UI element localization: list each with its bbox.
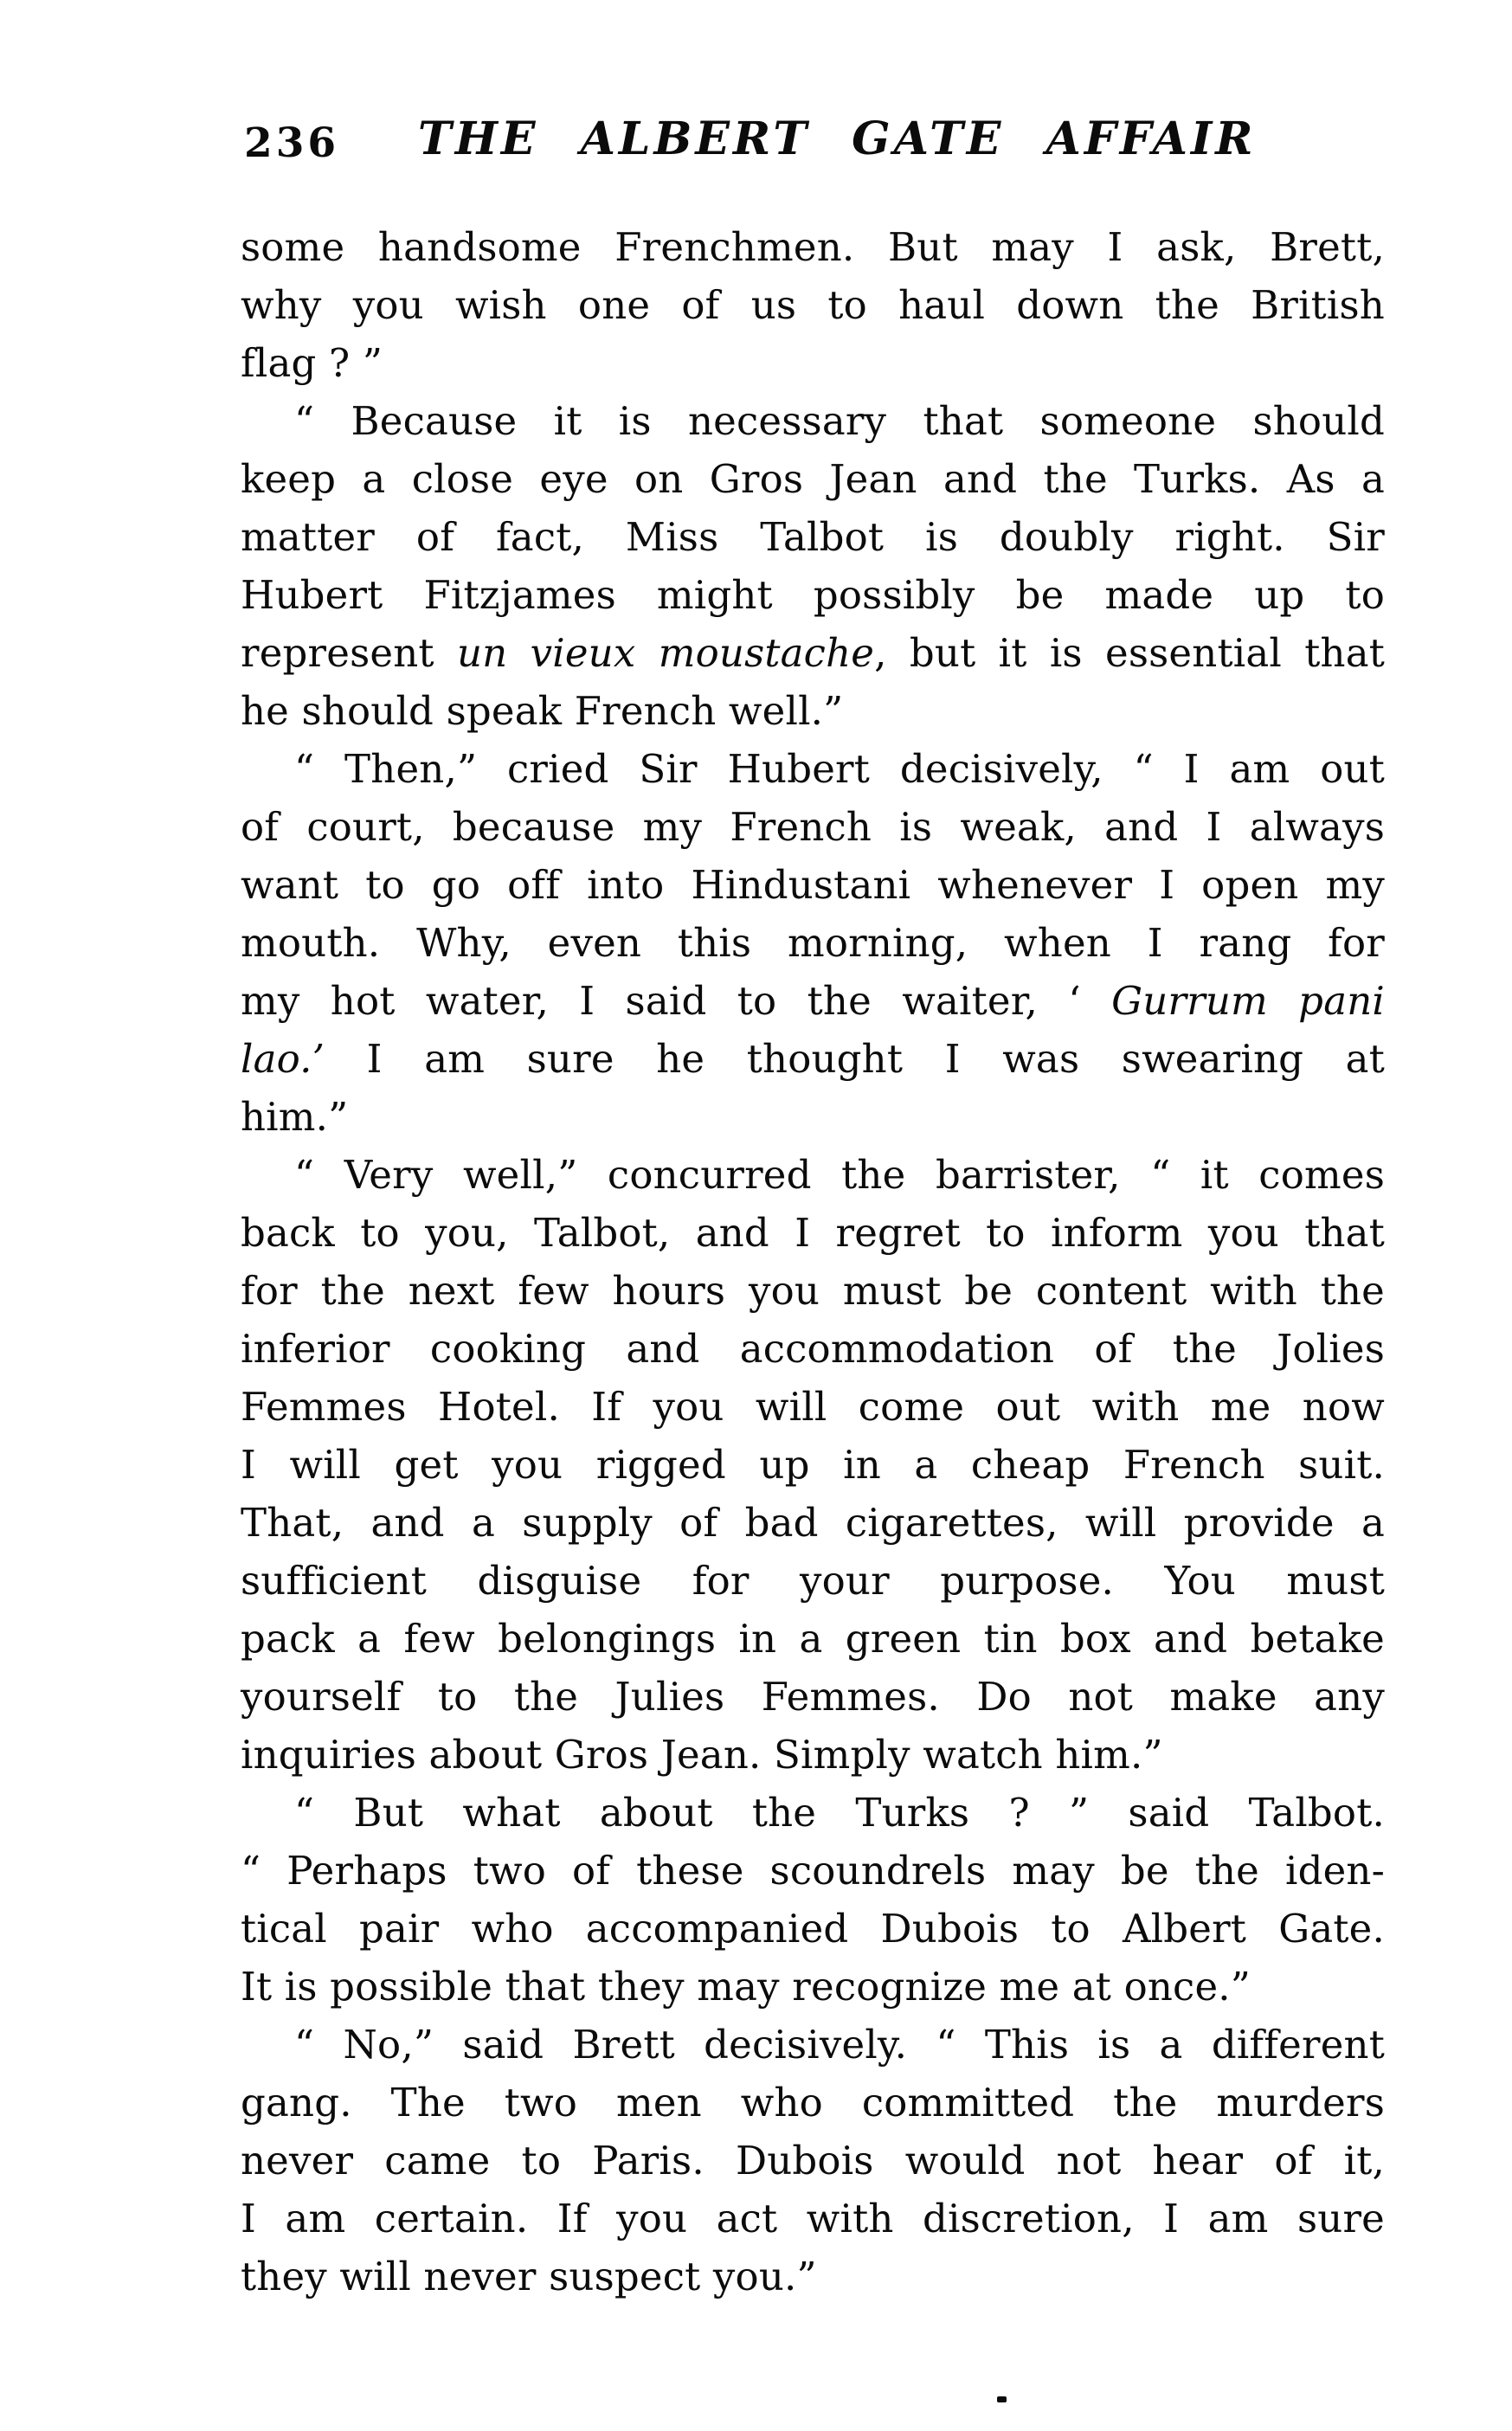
text-line (241, 2016, 1385, 2074)
text-line (241, 798, 1385, 856)
text-line (241, 972, 1385, 1030)
text-line (241, 1088, 1385, 1146)
text-line (241, 1842, 1385, 1900)
text-line (241, 2132, 1385, 2190)
text-line (241, 508, 1385, 566)
paragraph (241, 218, 1385, 392)
page-number: 236 (244, 119, 340, 167)
text-block (241, 218, 1385, 2306)
text-segment: for the next few hours you must be content with the (241, 1268, 1385, 1314)
text-segment: matter of fact, Miss Talbot is doubly right. Sir (241, 514, 1385, 560)
text-segment: represent (241, 630, 457, 676)
text-line (241, 856, 1385, 914)
text-segment: he should speak French well.” (241, 688, 844, 734)
text-segment: some handsome Frenchmen. But may I ask, Brett, (241, 224, 1385, 270)
text-line (241, 914, 1385, 972)
text-line (241, 1146, 1385, 1204)
text-segment: That, and a supply of bad cigarettes, will provide a (241, 1500, 1385, 1546)
text-segment: I will get you rigged up in a cheap French suit. (241, 1442, 1385, 1488)
text-line (241, 1668, 1385, 1726)
text-segment: why you wish one of us to haul down the British (241, 282, 1385, 328)
text-segment: “ Very well,” concurred the barrister, “ it comes (294, 1152, 1385, 1198)
text-segment: my hot water, I said to the waiter, ‘ (241, 978, 1112, 1024)
text-line (241, 1726, 1385, 1784)
text-line (241, 1494, 1385, 1552)
paragraph (241, 1146, 1385, 1784)
paragraph (241, 2016, 1385, 2306)
paragraph (241, 740, 1385, 1146)
text-segment: “ No,” said Brett decisively. “ This is a different (294, 2022, 1385, 2068)
text-segment: Hubert Fitzjames might possibly be made up to (241, 572, 1385, 618)
text-line (241, 334, 1385, 392)
paragraph (241, 1784, 1385, 2016)
text-line (241, 2074, 1385, 2132)
scan-artifact-dot (997, 2396, 1007, 2402)
text-line (241, 392, 1385, 450)
text-line (241, 1552, 1385, 1610)
text-segment: I am certain. If you act with discretion, I am sure (241, 2196, 1385, 2241)
text-line (241, 2190, 1385, 2248)
text-segment: they will never suspect you.” (241, 2254, 817, 2299)
text-segment: yourself to the Julies Femmes. Do not make any (241, 1674, 1385, 1720)
text-line (241, 1320, 1385, 1378)
text-line (241, 1900, 1385, 1958)
text-segment: back to you, Talbot, and I regret to inform you that (241, 1210, 1385, 1256)
text-segment: , but it is essential that (874, 630, 1386, 676)
text-line (241, 740, 1385, 798)
text-segment: never came to Paris. Dubois would not hear of it, (241, 2138, 1385, 2183)
text-line (241, 624, 1385, 682)
text-segment: “ Because it is necessary that someone should (294, 398, 1385, 444)
paragraph (241, 392, 1385, 740)
text-segment: “ Then,” cried Sir Hubert decisively, “ I am out (294, 746, 1385, 792)
text-line (241, 682, 1385, 740)
text-line (241, 1204, 1385, 1262)
text-segment: mouth. Why, even this morning, when I rang for (241, 920, 1385, 966)
text-line (241, 1262, 1385, 1320)
running-title: THE ALBERT GATE AFFAIR (418, 113, 1257, 165)
text-line (241, 218, 1385, 276)
text-segment: keep a close eye on Gros Jean and the Turks. As a (241, 456, 1385, 502)
text-line (241, 1958, 1385, 2016)
text-segment: It is possible that they may recognize me at once.” (241, 1964, 1251, 2010)
text-line (241, 1378, 1385, 1436)
text-segment: flag ? ” (241, 340, 383, 386)
text-segment: want to go off into Hindustani whenever I open my (241, 862, 1385, 908)
text-segment: inferior cooking and accommodation of the Jolies (241, 1326, 1385, 1372)
text-segment: “ Perhaps two of these scoundrels may be the iden- (241, 1848, 1385, 1894)
text-segment: pack a few belongings in a green tin box and betake (241, 1616, 1385, 1662)
text-segment: “ But what about the Turks ? ” said Talbot. (294, 1790, 1385, 1836)
text-segment: Femmes Hotel. If you will come out with me now (241, 1384, 1385, 1430)
text-segment: gang. The two men who committed the murders (241, 2080, 1385, 2126)
italic-phrase: lao.’ (241, 1036, 325, 1082)
text-segment: of court, because my French is weak, and I always (241, 804, 1385, 850)
italic-phrase: Gurrum pani (1111, 978, 1385, 1024)
text-line (241, 1784, 1385, 1842)
text-segment: tical pair who accompanied Dubois to Albert Gate. (241, 1906, 1385, 1952)
text-segment: I am sure he thought I was swearing at (325, 1036, 1385, 1082)
text-line (241, 1030, 1385, 1088)
text-line (241, 450, 1385, 508)
text-line (241, 1610, 1385, 1668)
text-segment: sufficient disguise for your purpose. You must (241, 1558, 1385, 1604)
text-line (241, 276, 1385, 334)
text-line (241, 1436, 1385, 1494)
text-line (241, 566, 1385, 624)
text-segment: him.” (241, 1094, 349, 1140)
text-segment: inquiries about Gros Jean. Simply watch him.” (241, 1732, 1163, 1778)
text-line (241, 2248, 1385, 2306)
italic-phrase: un vieux moustache (456, 630, 875, 676)
